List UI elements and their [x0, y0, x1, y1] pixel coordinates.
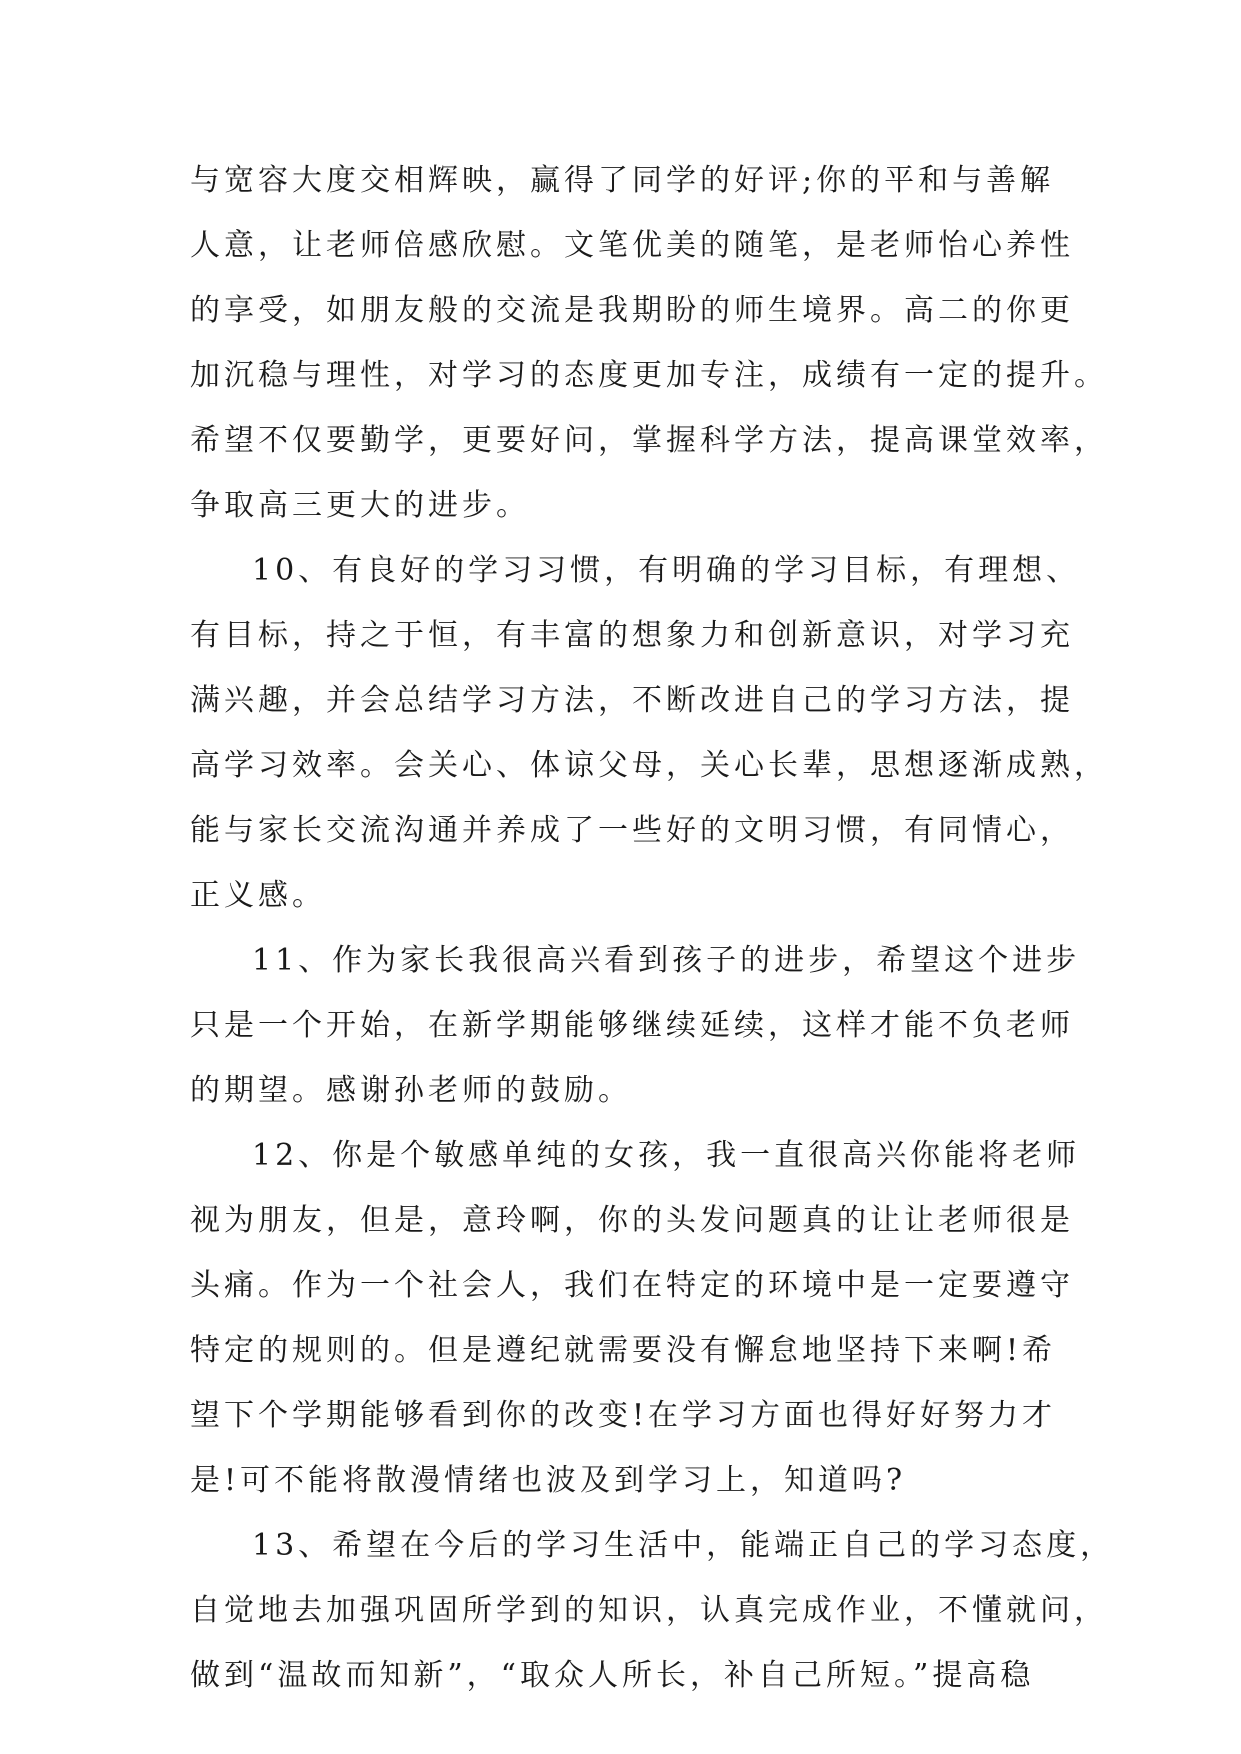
text-line: 人意，让老师倍感欣慰。文笔优美的随笔，是老师怡心养性 — [190, 228, 1074, 263]
text-line: 能与家长交流沟通并养成了一些好的文明习惯，有同情心， — [190, 813, 1074, 848]
text-line: 是!可不能将散漫情绪也波及到学习上，知道吗? — [190, 1463, 907, 1498]
paragraph-12-first-line: 12、你是个敏感单纯的女孩，我一直很高兴你能将老师 — [252, 1138, 1081, 1173]
text-line: 做到“温故而知新”，“取众人所长，补自己所短。”提高稳 — [190, 1658, 1035, 1693]
text-line: 的享受，如朋友般的交流是我期盼的师生境界。高二的你更 — [190, 293, 1074, 328]
text-line: 争取高三更大的进步。 — [190, 488, 530, 523]
paragraph-13-first-line: 13、希望在今后的学习生活中，能端正自己的学习态度， — [252, 1528, 1115, 1563]
text-line: 视为朋友，但是，意玲啊，你的头发问题真的让让老师很是 — [190, 1203, 1074, 1238]
document-body — [190, 148, 1115, 1708]
text-line: 满兴趣，并会总结学习方法，不断改进自己的学习方法，提 — [190, 683, 1074, 718]
text-line: 加沉稳与理性，对学习的态度更加专注，成绩有一定的提升。 — [190, 358, 1108, 393]
text-line: 特定的规则的。但是遵纪就需要没有懈怠地坚持下来啊!希 — [190, 1333, 1057, 1368]
text-line: 望下个学期能够看到你的改变!在学习方面也得好好努力才 — [190, 1398, 1057, 1433]
text-line: 的期望。感谢孙老师的鼓励。 — [190, 1073, 632, 1108]
paragraph-10-first-line: 10、有良好的学习习惯，有明确的学习目标，有理想、 — [252, 553, 1081, 588]
text-line: 头痛。作为一个社会人，我们在特定的环境中是一定要遵守 — [190, 1268, 1074, 1303]
text-line: 自觉地去加强巩固所学到的知识，认真完成作业，不懂就问， — [190, 1593, 1108, 1628]
text-line: 希望不仅要勤学，更要好问，掌握科学方法，提高课堂效率， — [190, 423, 1108, 458]
text-line: 正义感。 — [190, 878, 326, 913]
text-line: 有目标，持之于恒，有丰富的想象力和创新意识，对学习充 — [190, 618, 1074, 653]
text-line: 只是一个开始，在新学期能够继续延续，这样才能不负老师 — [190, 1008, 1074, 1043]
text-line: 与宽容大度交相辉映，赢得了同学的好评;你的平和与善解 — [190, 163, 1055, 198]
text-line: 高学习效率。会关心、体谅父母，关心长辈，思想逐渐成熟， — [190, 748, 1108, 783]
paragraph-11-first-line: 11、作为家长我很高兴看到孩子的进步，希望这个进步 — [252, 943, 1081, 978]
